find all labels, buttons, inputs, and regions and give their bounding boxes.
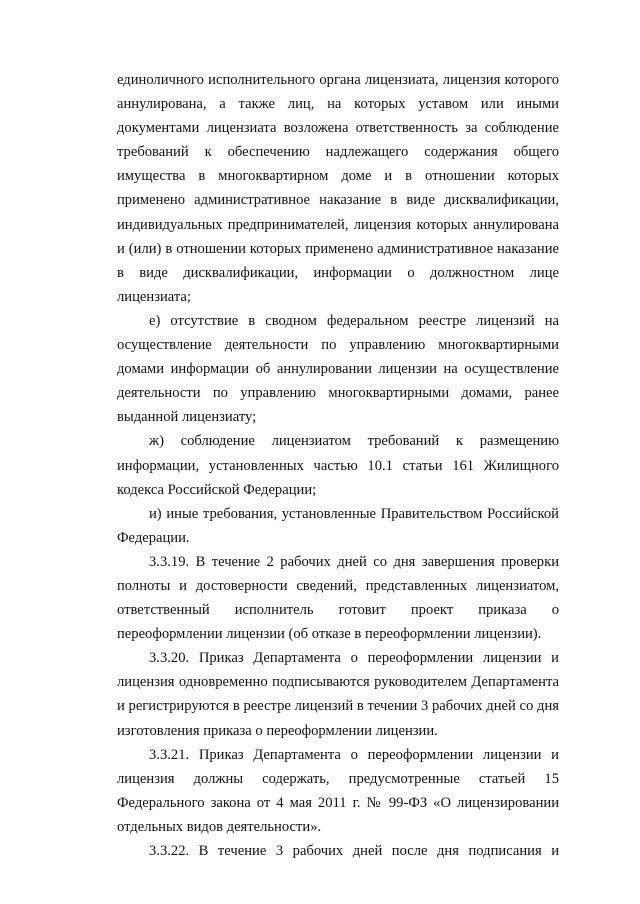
- paragraph-3-3-19: 3.3.19. В течение 2 рабочих дней со дня завершения проверки полноты и достоверности сведений, представленных лицензиатом, ответственный исполнитель готовит проект приказа о переоформлении лицензии (об отказе в переоформлении лицензии).: [117, 553, 559, 643]
- paragraph-3-3-20: 3.3.20. Приказ Департамента о переоформлении лицензии и лицензия одновременно подписываются руководителем Департамента и регистрируются в реестре лицензий в течении 3 рабочих дней со дня изготовления приказа о переоформлении лицензии.: [117, 650, 559, 739]
- paragraph-item-zh: ж) соблюдение лицензиатом требований к размещению информации, установленных частью 10.1 статьи 161 Жилищного кодекса Российской Федерации;: [117, 433, 559, 498]
- paragraph-continuation: единоличного исполнительного органа лицензиата, лицензия которого аннулирована, а также лиц, на которых уставом или иными документами лицензиата возложена ответственность за соблюдение требований к обеспечению надлежащего содержания общего имущества в многоквартирном доме и в отношении которых применено административное наказание в виде дисквалификации, индивидуальных предпринимателей, лицензия которых аннулирована и (или) в отношении которых применено административное наказание в виде дисквалификации, информации о должностном лице лицензиата;: [117, 72, 559, 305]
- paragraph-item-i: и) иные требования, установленные Правительством Российской Федерации.: [117, 505, 559, 546]
- document-body: [117, 68, 559, 863]
- paragraph-3-3-22: 3.3.22. В течение 3 рабочих дней после дня подписания и: [149, 843, 559, 859]
- paragraph-3-3-21: 3.3.21. Приказ Департамента о переоформлении лицензии и лицензия должны содержать, предусмотренные статьей 15 Федерального закона от 4 мая 2011 г. № 99-ФЗ «О лицензировании отдельных видов деятельности».: [117, 746, 559, 835]
- paragraph-item-e: е) отсутствие в сводном федеральном реестре лицензий на осуществление деятельности по управлению многоквартирными домами информации об аннулировании лицензии на осуществление деятельности по управлению многоквартирными домами, ранее выданной лицензиату;: [117, 312, 559, 426]
